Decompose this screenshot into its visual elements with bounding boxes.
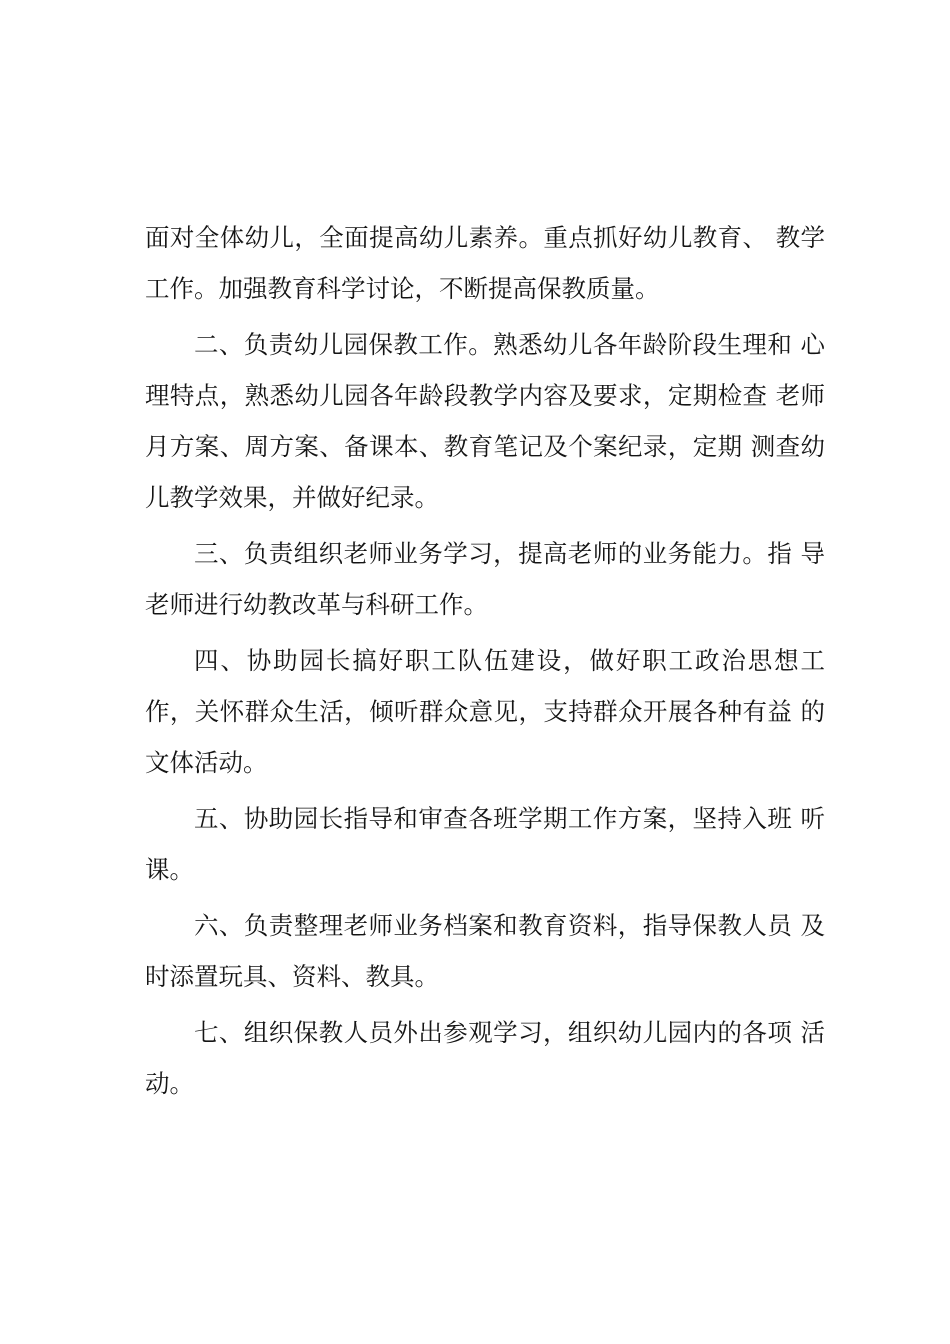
- paragraph-item-6: 六、负责整理老师业务档案和教育资料，指导保教人员 及时添置玩具、资料、教具。: [145, 911, 825, 991]
- paragraph-item-3: 三、负责组织老师业务学习，提高老师的业务能力。指 导老师进行幼教改革与科研工作。: [145, 539, 825, 619]
- paragraph-item-7: 七、组织保教人员外出参观学习，组织幼儿园内的各项 活动。: [145, 1018, 825, 1098]
- paragraph-item-4: 四、协助园长搞好职工队伍建设，做好职工政治思想工 作，关怀群众生活，倾听群众意见，支持群众开展各种有益 的文体活动。: [145, 646, 825, 777]
- document-body: [145, 212, 825, 1109]
- paragraph-item-2: 二、负责幼儿园保教工作。熟悉幼儿各年龄阶段生理和 心理特点，熟悉幼儿园各年龄段教学内容及要求，定期检查 老师月方案、周方案、备课本、教育笔记及个案纪录，定期 测查幼儿教学效果，并做好纪录。: [145, 330, 825, 512]
- paragraph-item-5: 五、协助园长指导和审查各班学期工作方案，坚持入班 听课。: [145, 804, 825, 884]
- paragraph-continuation: 面对全体幼儿，全面提高幼儿素养。重点抓好幼儿教育、 教学工作。加强教育科学讨论，不断提高保教质量。: [145, 223, 825, 303]
